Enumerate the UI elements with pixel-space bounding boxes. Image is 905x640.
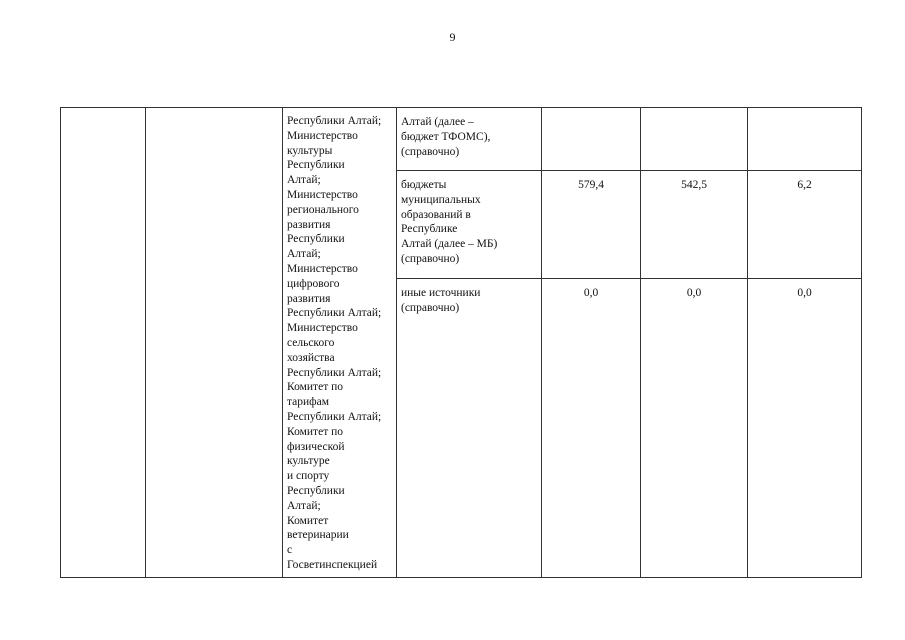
cell-value — [748, 108, 862, 171]
cell-value: 579,4 — [542, 171, 641, 279]
cell-source: Алтай (далее – бюджет ТФОМС), (справочно) — [397, 108, 542, 171]
budget-table — [60, 107, 862, 578]
cell-value — [542, 108, 641, 171]
cell-value: 0,0 — [641, 279, 748, 578]
cell-source: бюджеты муниципальных образований в Республике Алтай (далее – МБ) (справочно) — [397, 171, 542, 279]
cell-number — [61, 108, 146, 578]
cell-value: 542,5 — [641, 171, 748, 279]
cell-source: иные источники (справочно) — [397, 279, 542, 578]
cell-executors: Республики Алтай; Министерство культуры Республики Алтай; Министерство регионального развития Республики Алтай; Министерство цифрового развития Республики Алтай; Министерство сельского хозяйства Республики Алтай; Комитет по тарифам Республики Алтай; Комитет по физической культуре и спорту Республики Алтай; Комитет ветеринарии с Госветинспекцией — [283, 108, 397, 578]
table-row — [61, 108, 862, 171]
cell-name — [146, 108, 283, 578]
page-number: 9 — [449, 30, 456, 44]
cell-value — [641, 108, 748, 171]
cell-value: 6,2 — [748, 171, 862, 279]
cell-value: 0,0 — [542, 279, 641, 578]
cell-value: 0,0 — [748, 279, 862, 578]
